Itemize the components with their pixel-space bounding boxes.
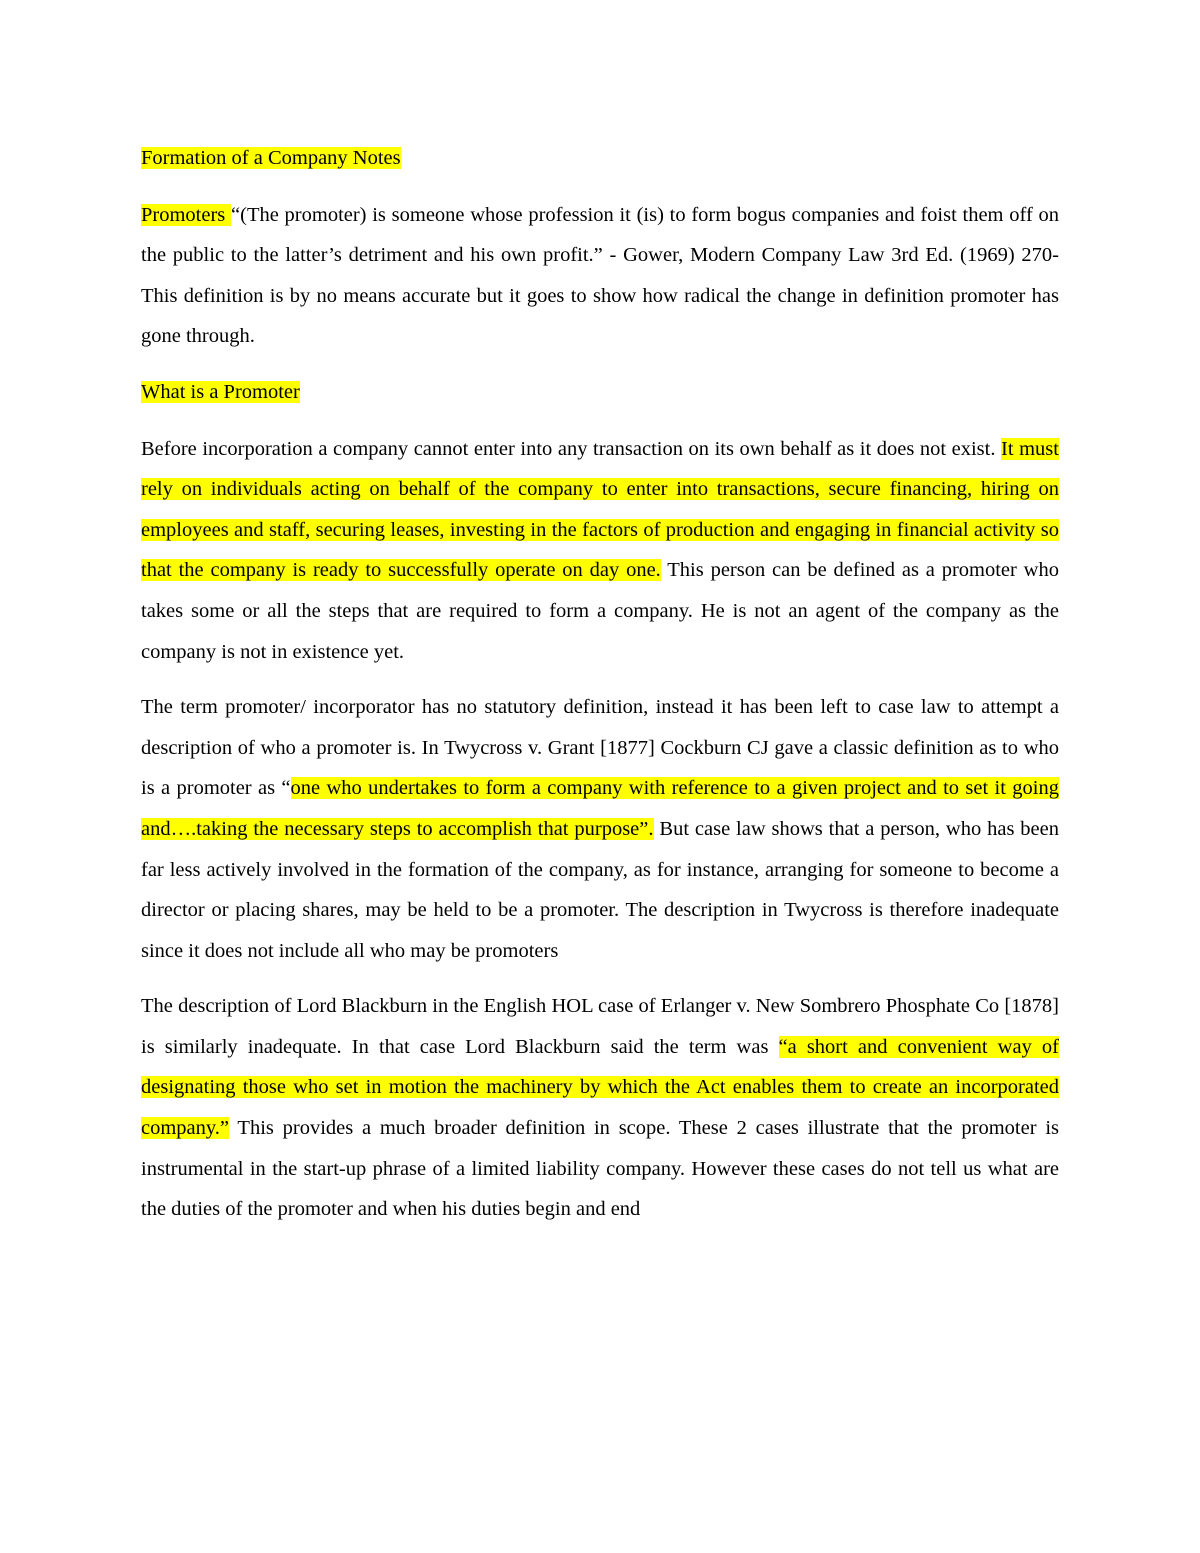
- title-highlight: Formation of a Company Notes: [141, 147, 401, 169]
- heading-highlight: What is a Promoter: [141, 380, 300, 403]
- paragraph-text: Before incorporation a company cannot enter into any transaction on its own behalf as it does not exist.: [141, 437, 1002, 460]
- promoters-label: Promoters: [141, 203, 232, 226]
- paragraph-erlanger-case: [141, 986, 1059, 1230]
- paragraph-twycross-v-grant: [141, 687, 1059, 971]
- highlighted-text: one who undertakes to form a company with reference to a given project and to set it going and….taking the necessary steps to accomplish that purpose”.: [141, 777, 1059, 840]
- promoters-definition-text: “(The promoter) is someone whose profession it (is) to form bogus companies and foist them off on the public to the latter’s detriment and his own profit.” - Gower, Modern Company Law 3rd Ed. (1969) 270- This definition is by no means accurate but it goes to show how radical the change in definition promoter has gone through.: [141, 203, 1059, 348]
- highlighted-text: “a short and convenient way of designating those who set in motion the machinery by which the Act enables them to create an incorporated company.”: [141, 1035, 1059, 1140]
- paragraph-text: The description of Lord Blackburn in the English HOL case of Erlanger v. New Sombrero Phosphate Co [1878] is similarly inadequate. In that case Lord Blackburn said the term was: [141, 995, 1059, 1058]
- paragraph-text: But case law shows that a person, who has been far less actively involved in the formation of the company, as for instance, arranging for someone to become a director or placing shares, may be held to be a promoter. The description in Twycross is therefore inadequate since it does not include all who may be promoters: [141, 817, 1059, 962]
- highlighted-text: It must rely on individuals acting on behalf of the company to enter into transactions, secure financing, hiring on employees and staff, securing leases, investing in the factors of production and engaging in financial activity so that the company is ready to successfully operate on day one.: [141, 437, 1059, 582]
- paragraph-text: This provides a much broader definition in scope. These 2 cases illustrate that the promoter is instrumental in the start-up phrase of a limited liability company. However these cases do not tell us what are the duties of the promoter and when his duties begin and end: [141, 1117, 1059, 1221]
- paragraph-text: The term promoter/ incorporator has no statutory definition, instead it has been left to case law to attempt a description of who a promoter is. In Twycross v. Grant [1877] Cockburn CJ gave a classic definition as to who is a promoter as “: [141, 696, 1059, 800]
- document-page: [141, 138, 1059, 1245]
- paragraph-text: This person can be defined as a promoter who takes some or all the steps that are required to form a company. He is not an agent of the company as the company is not in existence yet.: [141, 559, 1059, 663]
- paragraph-before-incorporation: [141, 429, 1059, 673]
- document-title: [141, 138, 1059, 179]
- section-heading-what-is-a-promoter: [141, 372, 1059, 413]
- paragraph-promoters: [141, 195, 1059, 357]
